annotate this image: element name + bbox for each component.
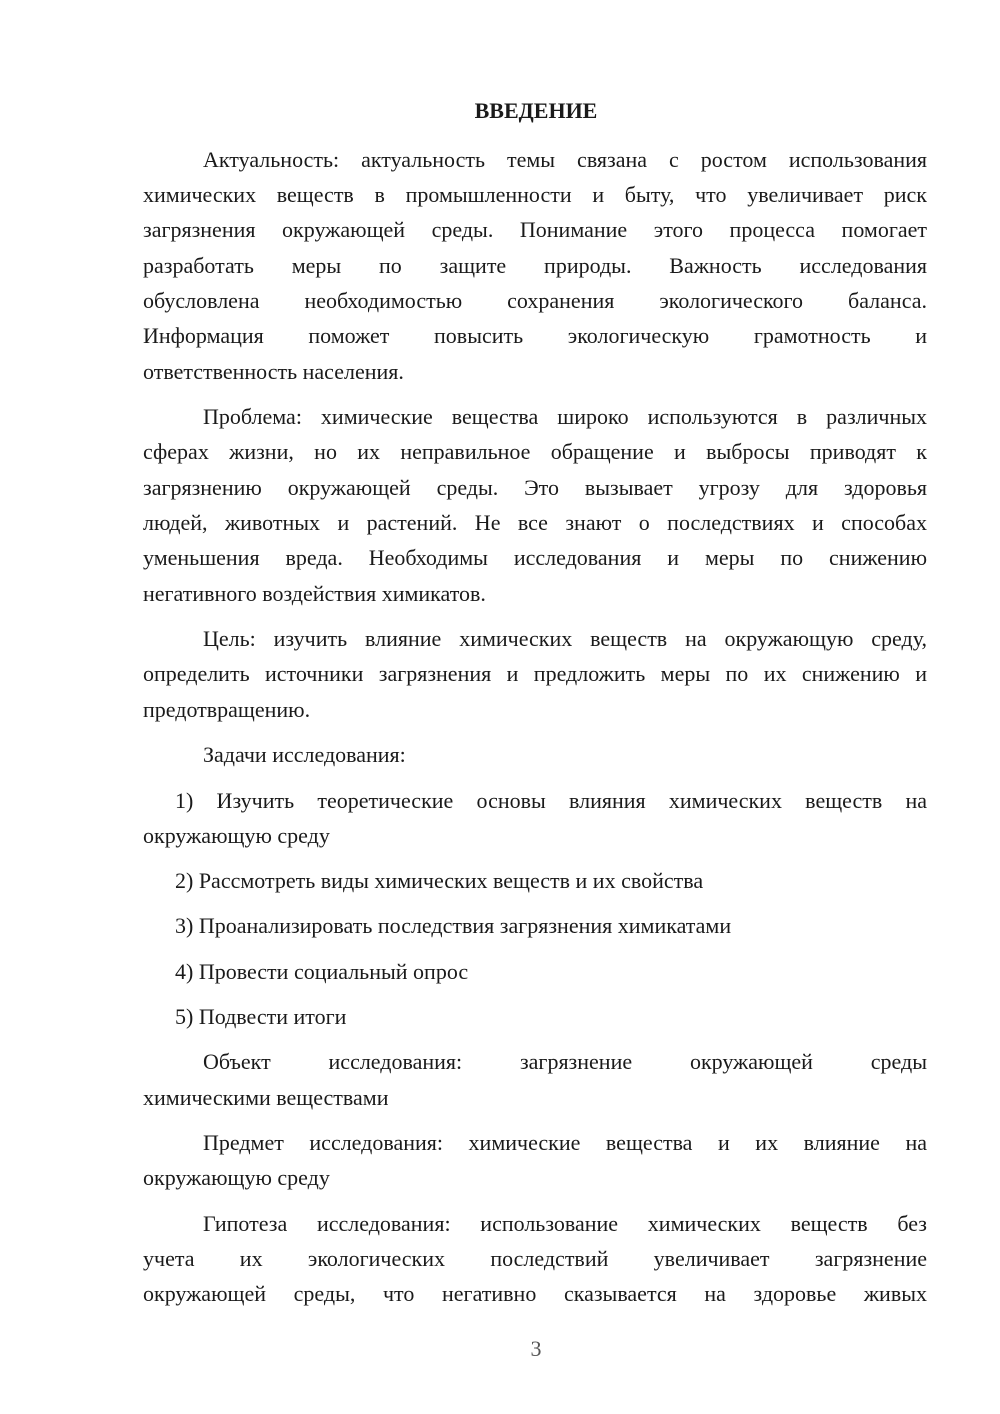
task-item: 3) Проанализировать последствия загрязнения химикатами [175,913,732,938]
tasks-heading: Задачи исследования: [203,742,406,767]
page-number: 3 [530,1336,542,1361]
text-line: загрязнения окружающей среды. Понимание этого процесса помогает [143,217,927,242]
text-line: окружающей среды, что негативно сказывается на здоровье живых [143,1281,927,1306]
text-line: химических веществ в промышленности и быту, что увеличивает риск [143,182,927,207]
text-line: окружающую среду [143,1165,330,1190]
text-line: ответственность населения. [143,359,404,384]
text-line: обусловлена необходимостью сохранения экологического баланса. [143,288,927,313]
text-line: Предмет исследования: химические вещества и их влияние на [203,1130,927,1155]
task-item: 2) Рассмотреть виды химических веществ и их свойства [175,868,704,893]
text-line: Гипотеза исследования: использование химических веществ без [203,1211,927,1236]
text-line: химическими веществами [143,1085,389,1110]
text-line: людей, животных и растений. Не все знают о последствиях и способах [143,510,927,535]
task-item: 1) Изучить теоретические основы влияния химических веществ на [175,788,927,813]
text-line: Актуальность: актуальность темы связана с ростом использования [203,147,927,172]
task-item-continuation: окружающую среду [143,823,330,848]
task-item: 5) Подвести итоги [175,1004,347,1029]
text-line: разработать меры по защите природы. Важность исследования [143,253,927,278]
text-line: Проблема: химические вещества широко используются в различных [203,404,927,429]
task-item: 4) Провести социальный опрос [175,959,469,984]
text-line: определить источники загрязнения и предложить меры по их снижению и [143,661,927,686]
text-line: уменьшения вреда. Необходимы исследования и меры по снижению [143,545,927,570]
text-line: сферах жизни, но их неправильное обращение и выбросы приводят к [143,439,927,464]
text-line: негативного воздействия химикатов. [143,581,486,606]
text-line: Информация поможет повысить экологическую грамотность и [143,323,927,348]
text-line: учета их экологических последствий увеличивает загрязнение [143,1246,927,1271]
text-line: загрязнению окружающей среды. Это вызывает угрозу для здоровья [143,475,927,500]
section-title: ВВЕДЕНИЕ [474,98,598,123]
text-line: предотвращению. [143,697,311,722]
text-line: Цель: изучить влияние химических веществ на окружающую среду, [203,626,927,651]
text-line: Объект исследования: загрязнение окружающей среды [203,1049,927,1074]
